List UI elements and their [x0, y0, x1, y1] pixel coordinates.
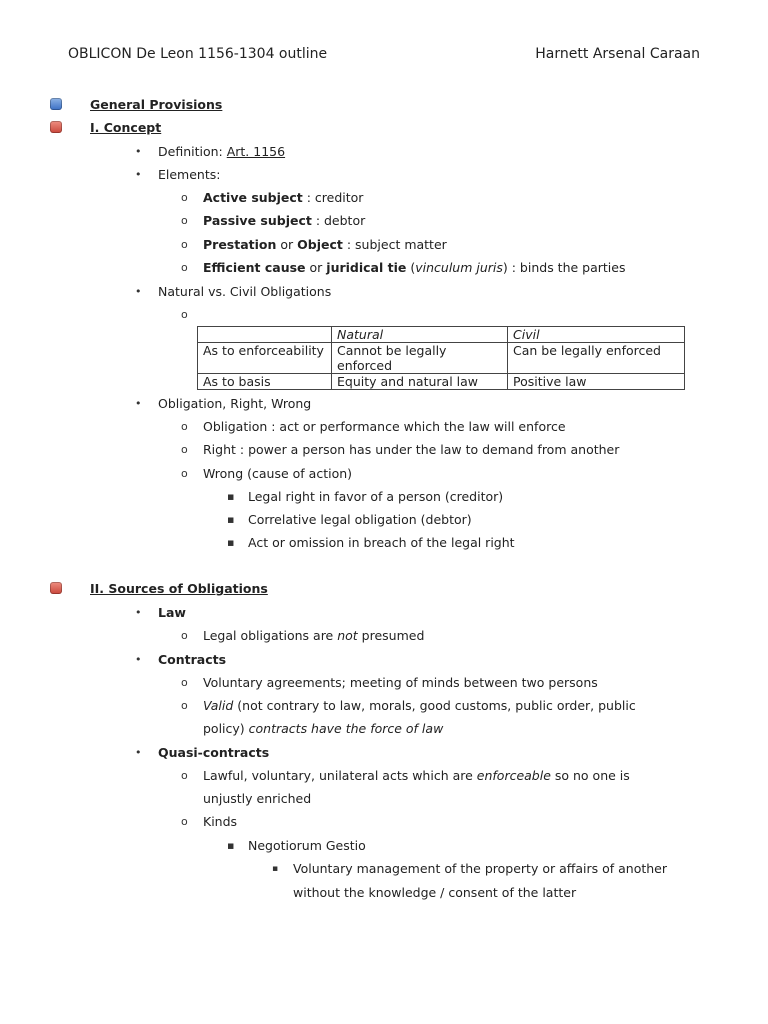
section-concept: I. Concept	[90, 120, 162, 135]
circle-marker: o	[181, 815, 188, 828]
table-row	[198, 343, 685, 374]
table-cell: As to basis	[198, 374, 332, 390]
table-cell: Cannot be legally enforced	[332, 343, 508, 374]
contracts-item: Voluntary agreements; meeting of minds between two persons	[203, 675, 598, 690]
table-header-cell: Natural	[332, 327, 508, 343]
quasi-item: Lawful, voluntary, unilateral acts which are enforceable so no one is	[203, 768, 630, 783]
article-link[interactable]: Art. 1156	[226, 144, 286, 159]
negotiorum-definition-continued: without the knowledge / consent of the latter	[293, 885, 577, 900]
element-passive-subject: Passive subject : debtor	[203, 213, 366, 228]
circle-marker: o	[181, 676, 188, 689]
element-active-subject: Active subject : creditor	[203, 190, 364, 205]
circle-marker: o	[181, 769, 188, 782]
table-header-row	[198, 327, 685, 343]
circle-marker: o	[181, 420, 188, 433]
natural-vs-civil-label: Natural vs. Civil Obligations	[158, 284, 332, 299]
section-sources: II. Sources of Obligations	[90, 581, 268, 596]
blue-square-icon[interactable]	[50, 98, 62, 110]
negotiorum-definition: Voluntary management of the property or affairs of another	[293, 861, 668, 876]
source-law: Law	[158, 605, 186, 620]
table-header-cell: Civil	[508, 327, 685, 343]
element-prestation: Prestation or Object : subject matter	[203, 237, 447, 252]
bullet-marker: •	[135, 397, 142, 410]
law-item: Legal obligations are not presumed	[203, 628, 425, 643]
orw-label: Obligation, Right, Wrong	[158, 396, 312, 411]
square-marker: ▪	[227, 513, 235, 526]
elements-label: Elements:	[158, 167, 221, 182]
circle-marker: o	[181, 261, 188, 274]
red-square-icon[interactable]	[50, 121, 62, 133]
circle-marker: o	[181, 191, 188, 204]
contracts-item: Valid (not contrary to law, morals, good customs, public order, public	[203, 698, 636, 713]
bullet-marker: •	[135, 606, 142, 619]
contracts-item-continued: policy) contracts have the force of law	[203, 721, 444, 736]
orw-obligation: Obligation : act or performance which the law will enforce	[203, 419, 566, 434]
circle-marker: o	[181, 308, 188, 321]
table-cell: Can be legally enforced	[508, 343, 685, 374]
square-marker: ▪	[227, 839, 235, 852]
wrong-item: Legal right in favor of a person (creditor)	[248, 489, 504, 504]
natural-civil-table	[197, 326, 685, 390]
source-quasi-contracts: Quasi-contracts	[158, 745, 270, 760]
document-author: Harnett Arsenal Caraan	[535, 46, 700, 62]
bullet-marker: •	[135, 746, 142, 759]
circle-marker: o	[181, 699, 188, 712]
small-square-marker: ▪	[272, 864, 279, 874]
square-marker: ▪	[227, 490, 235, 503]
circle-marker: o	[181, 467, 188, 480]
bullet-marker: •	[135, 145, 142, 158]
orw-right: Right : power a person has under the law to demand from another	[203, 442, 620, 457]
bullet-marker: •	[135, 285, 142, 298]
table-cell: Positive law	[508, 374, 685, 390]
element-efficient-cause: Efficient cause or juridical tie (vinculum juris) : binds the parties	[203, 260, 626, 275]
document-title: OBLICON De Leon 1156-1304 outline	[68, 46, 328, 62]
wrong-item: Correlative legal obligation (debtor)	[248, 512, 472, 527]
orw-wrong: Wrong (cause of action)	[203, 466, 353, 481]
circle-marker: o	[181, 629, 188, 642]
source-contracts: Contracts	[158, 652, 227, 667]
table-cell: As to enforceability	[198, 343, 332, 374]
kinds-label: Kinds	[203, 814, 238, 829]
section-general-provisions: General Provisions	[90, 97, 223, 112]
wrong-item: Act or omission in breach of the legal right	[248, 535, 515, 550]
definition-item	[158, 144, 285, 160]
kind-negotiorum-gestio: Negotiorum Gestio	[248, 838, 366, 853]
bullet-marker: •	[135, 168, 142, 181]
table-cell: Equity and natural law	[332, 374, 508, 390]
circle-marker: o	[181, 214, 188, 227]
bullet-marker: •	[135, 653, 142, 666]
red-square-icon[interactable]	[50, 582, 62, 594]
circle-marker: o	[181, 443, 188, 456]
table-row	[198, 374, 685, 390]
table-header-cell	[198, 327, 332, 343]
quasi-item-continued: unjustly enriched	[203, 791, 312, 806]
square-marker: ▪	[227, 536, 235, 549]
circle-marker: o	[181, 238, 188, 251]
definition-label: Definition:	[158, 144, 227, 159]
